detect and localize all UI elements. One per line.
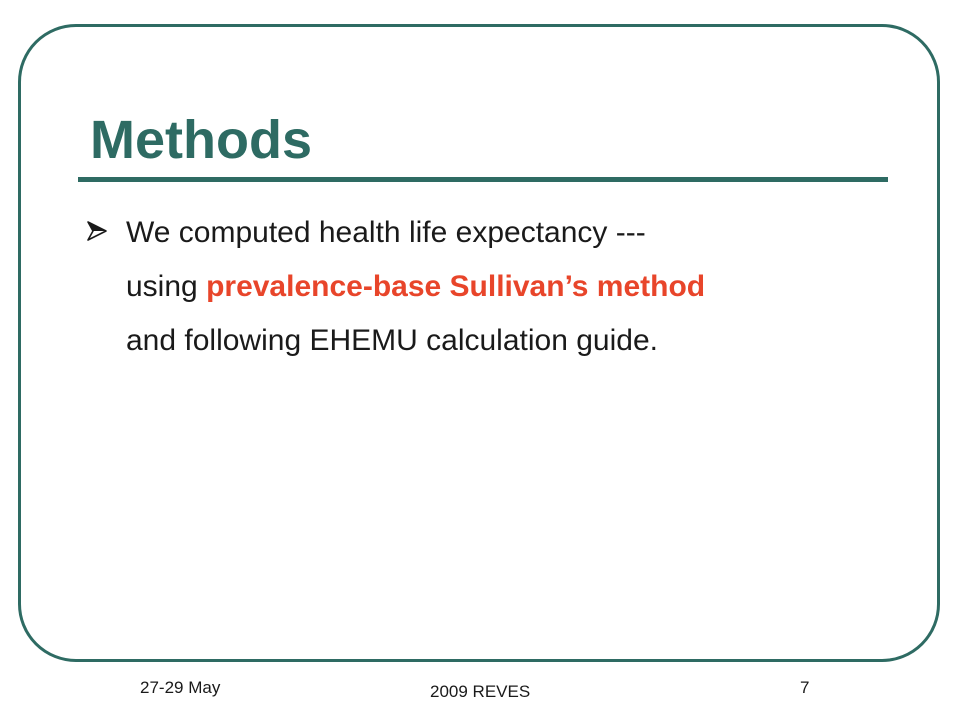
bullet-line-1: We computed health life expectancy ---: [126, 216, 646, 249]
bullet-line-2: [126, 260, 886, 314]
method-highlight: prevalence-base Sullivan’s method: [206, 270, 706, 303]
title-divider: [78, 177, 888, 182]
footer-date: 27-29 May: [140, 678, 221, 697]
bullet-line-2-plain: using: [126, 270, 207, 303]
bullet-line-3: and following EHEMU calculation guide.: [126, 324, 658, 357]
arrow-bullet-icon: [86, 220, 108, 242]
bullet-item: [126, 206, 886, 368]
page-number: 7: [800, 678, 810, 697]
footer-event: 2009 REVES: [430, 682, 531, 701]
slide-title: Methods: [90, 110, 312, 170]
